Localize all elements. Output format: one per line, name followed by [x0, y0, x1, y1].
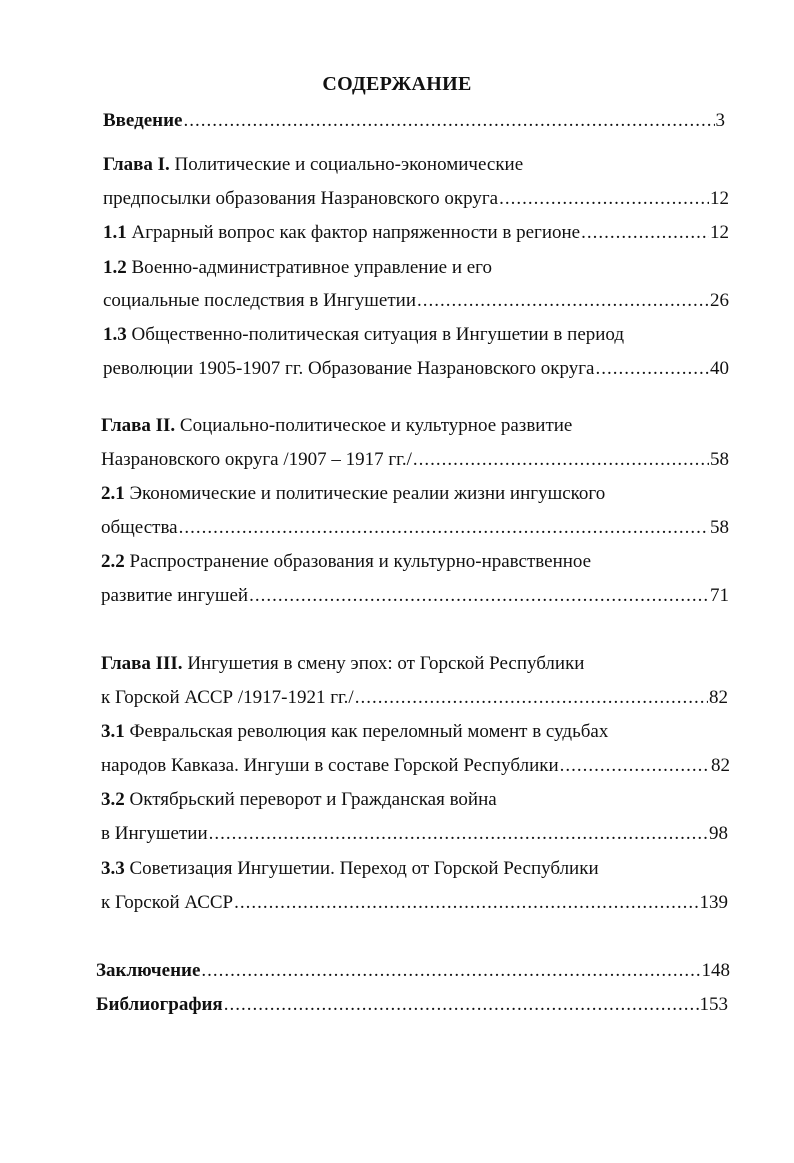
chapter-2-heading[interactable]: [101, 413, 572, 439]
leader-dots: [201, 958, 700, 984]
chapter-title-line2: Назрановского округа /1907 – 1917 гг./: [101, 449, 412, 470]
toc-section-1-3[interactable]: [103, 322, 624, 348]
leader-dots: [595, 356, 709, 382]
toc-entry-bibliography[interactable]: [96, 992, 728, 1018]
toc-page-number: 58: [710, 517, 729, 538]
toc-page-number: 12: [710, 188, 729, 209]
section-title: Октябрьский переворот и Гражданская война: [129, 789, 497, 810]
leader-dots: [209, 821, 708, 847]
toc-section-2-1-cont[interactable]: [101, 515, 729, 541]
chapter-title-line1: Ингушетия в смену эпох: от Горской Республики: [187, 653, 585, 674]
section-number: 3.3: [101, 858, 125, 879]
section-number: 3.1: [101, 721, 125, 742]
section-title: Распространение образования и культурно-нравственное: [129, 551, 592, 572]
leader-dots: [249, 583, 709, 609]
chapter-title-line2: к Горской АССР /1917-1921 гг./: [101, 687, 354, 708]
section-title-line2: к Горской АССР: [101, 892, 234, 913]
toc-section-3-1[interactable]: [101, 719, 608, 745]
chapter-title-line1: Политические и социально-экономические: [174, 154, 524, 175]
leader-dots: [184, 108, 715, 134]
toc-page-number: 71: [710, 585, 729, 606]
chapter-title-line2: предпосылки образования Назрановского округа: [103, 188, 499, 209]
section-title: Февральская революция как переломный момент в судьбах: [129, 721, 609, 742]
chapter-3-heading-cont[interactable]: [101, 685, 728, 711]
toc-entry-conclusion[interactable]: [96, 958, 730, 984]
toc-page-number: 82: [711, 755, 730, 776]
section-title-line2: общества: [101, 517, 178, 538]
toc-section-3-2-cont[interactable]: [101, 821, 728, 847]
toc-page-number: 58: [710, 449, 729, 470]
section-number: 1.1: [103, 222, 127, 243]
section-number: 1.2: [103, 257, 127, 278]
toc-page-number: 98: [709, 823, 728, 844]
chapter-1-heading-cont[interactable]: [103, 186, 729, 212]
toc-section-1-1[interactable]: [103, 220, 729, 246]
toc-section-1-2-cont[interactable]: [103, 288, 729, 314]
leader-dots: [179, 515, 709, 541]
toc-section-3-3[interactable]: [101, 856, 599, 882]
leader-dots: [224, 992, 699, 1018]
chapter-3-heading[interactable]: [101, 651, 584, 677]
page-title: СОДЕРЖАНИЕ: [322, 73, 472, 95]
chapter-number: Глава III.: [101, 653, 183, 674]
chapter-1-heading[interactable]: [103, 152, 523, 178]
section-number: 2.1: [101, 483, 125, 504]
chapter-number: Глава II.: [101, 415, 176, 436]
toc-entry-intro[interactable]: [103, 108, 725, 134]
toc-section-2-2-cont[interactable]: [101, 583, 729, 609]
section-title-line2: народов Кавказа. Ингуши в составе Горской Республики: [101, 755, 559, 776]
toc-entry-label: Библиография: [96, 994, 223, 1015]
toc-section-3-2[interactable]: [101, 787, 497, 813]
toc-page-number: 82: [709, 687, 728, 708]
chapter-number: Глава I.: [103, 154, 170, 175]
section-title: Советизация Ингушетии. Переход от Горской Республики: [129, 858, 599, 879]
chapter-2-heading-cont[interactable]: [101, 447, 729, 473]
section-title-line2: в Ингушетии: [101, 823, 208, 844]
section-number: 3.2: [101, 789, 125, 810]
leader-dots: [234, 890, 698, 916]
toc-page-number: 139: [699, 892, 728, 913]
toc-section-3-1-cont[interactable]: [101, 753, 730, 779]
toc-page-number: 12: [710, 222, 729, 243]
section-title-line2: революции 1905-1907 гг. Образование Назрановского округа: [103, 358, 595, 379]
section-number: 2.2: [101, 551, 125, 572]
toc-section-1-3-cont[interactable]: [103, 356, 729, 382]
toc-page-number: 3: [715, 110, 725, 131]
toc-entry-label: Заключение: [96, 960, 201, 981]
toc-section-2-2[interactable]: [101, 549, 591, 575]
section-number: 1.3: [103, 324, 127, 345]
chapter-title-line1: Социально-политическое и культурное развитие: [179, 415, 573, 436]
section-title: Экономические и политические реалии жизни ингушского: [129, 483, 606, 504]
toc-section-3-3-cont[interactable]: [101, 890, 728, 916]
toc-page-number: 26: [710, 290, 729, 311]
toc-entry-label: Введение: [103, 110, 183, 131]
toc-page-number: 148: [701, 960, 730, 981]
section-title: Аграрный вопрос как фактор напряженности в регионе: [131, 222, 581, 243]
toc-section-1-2[interactable]: [103, 255, 492, 281]
section-title-line2: социальные последствия в Ингушетии: [103, 290, 417, 311]
toc-section-2-1[interactable]: [101, 481, 605, 507]
toc-page-number: 153: [699, 994, 728, 1015]
section-title-line2: развитие ингушей: [101, 585, 249, 606]
leader-dots: [499, 186, 709, 212]
section-title: Общественно-политическая ситуация в Ингушетии в период: [131, 324, 625, 345]
section-title: Военно-административное управление и его: [131, 257, 492, 278]
leader-dots: [581, 220, 709, 246]
leader-dots: [413, 447, 709, 473]
leader-dots: [417, 288, 709, 314]
toc-page-number: 40: [710, 358, 729, 379]
leader-dots: [560, 753, 710, 779]
leader-dots: [355, 685, 708, 711]
